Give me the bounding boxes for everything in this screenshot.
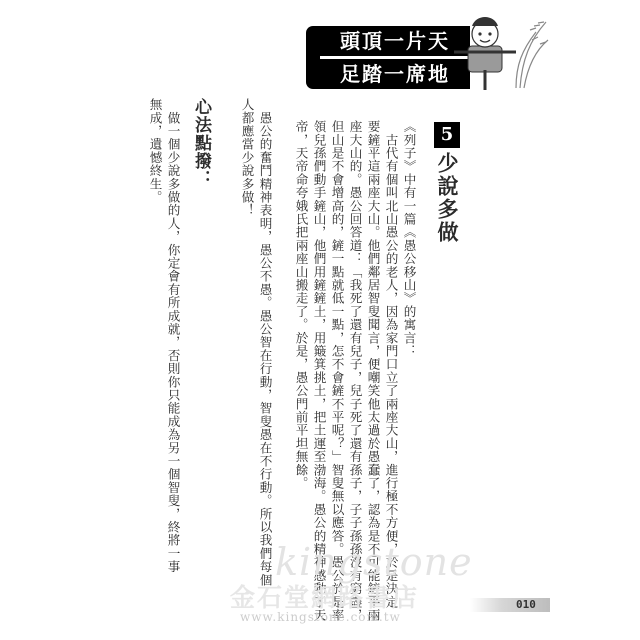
page-number-tab	[470, 598, 550, 612]
body-column-9: 人都應當少說多做！	[239, 98, 255, 217]
body-column-8: 愚公的奮鬥精神表明，愚公不愚。愚公智在行動，智叟愚在不行動。所以我們每個	[257, 98, 273, 587]
watermark-store-name: 金石堂網路書店	[230, 583, 420, 612]
watermark-url: www.kingstone.com.tw	[240, 610, 401, 624]
tips-column-1: 做一個少說多做的人，你定會有所成就，否則你只能成為另一個智叟，終將一事	[165, 98, 181, 574]
body-column-1: 《列子》中有一篇《愚公移山》的寓言：	[401, 120, 417, 358]
tips-heading: 心法點撥：	[191, 98, 211, 188]
tips-column-2: 無成，遺憾終生。	[147, 98, 163, 204]
body-column-6: 領兒孫們動手鏟山，他們用鏟鏟土，用簸箕挑土，把土運至渤海。愚公的精神感動了天	[311, 120, 327, 622]
watermark-logo: kingstone	[275, 540, 473, 584]
page-number: 010	[516, 598, 536, 611]
body-column-4: 座大山的。愚公回答道：「我死了還有兒子，兒子死了還有孫子，子子孫孫沒有窮盡，	[347, 120, 363, 622]
body-column-2: 古代有個叫北山愚公的老人，因為家門口立了兩座大山，進行極不方便，於是決定	[383, 120, 399, 609]
header-title-line-2: 足踏一席地	[320, 59, 470, 89]
section-number-badge: 5	[434, 122, 460, 148]
body-column-7: 帝，天帝命夸娥氏把兩座山搬走了。於是，愚公門前平坦無餘。	[293, 120, 309, 490]
header-title-line-1: 頭頂一片天	[320, 26, 470, 56]
section-title: 少說多做	[435, 152, 459, 244]
body-column-3: 要鏟平這兩座大山。他們鄰居智叟聞言，便嘲笑他太過於愚蠢了，認為是不可能鏟平兩	[365, 120, 381, 622]
body-column-5: 但山是不會增高的，鏟一點就低一點，怎不會鏟不平呢？」智叟無以應答。愚公於是率	[329, 120, 345, 622]
chapter-header-banner	[320, 26, 470, 90]
rice-stalks-decoration	[516, 22, 548, 88]
banner-ornament	[306, 26, 320, 89]
scarecrow-mascot-illustration	[450, 10, 550, 90]
